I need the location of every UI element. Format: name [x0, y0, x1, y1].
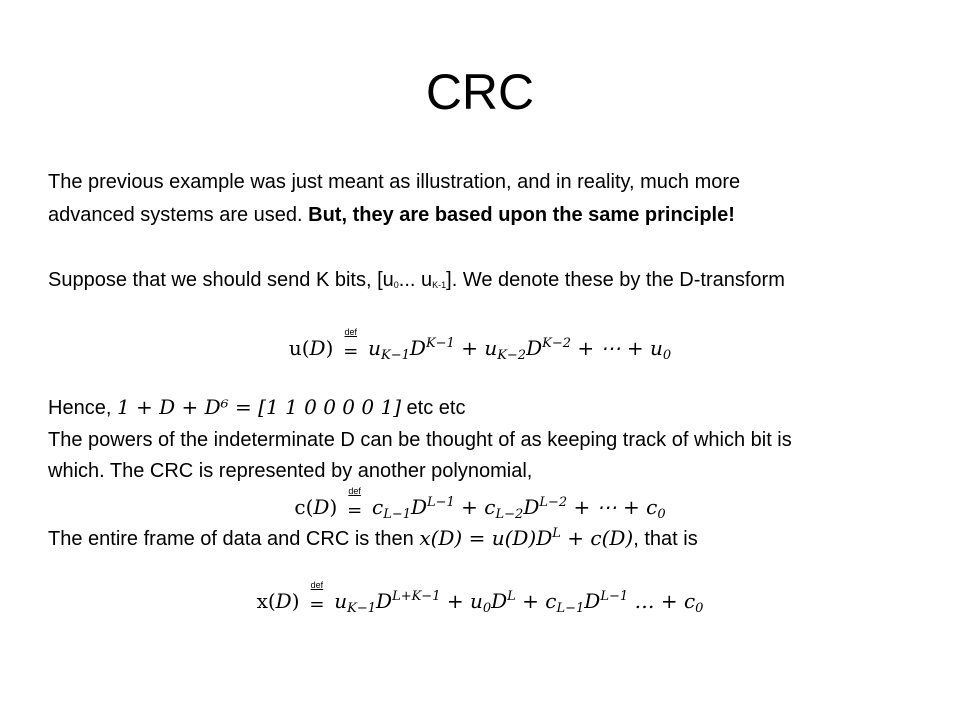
hence-suffix: etc etc	[401, 397, 466, 419]
paragraph-3-line-1: The powers of the indeterminate D can be thought of as keeping track of which bit is	[48, 429, 792, 451]
paragraph-2-sub-k: K-1	[432, 280, 447, 290]
equation-x-rhs: $u_{K-1}D^{L+K-1} + u_0D^L + c_{L-1}D^{L-1}$ … + $c_0$	[334, 589, 704, 616]
paragraph-2-prefix: Suppose that we should send K bits, [u	[48, 269, 394, 291]
equation-u	[0, 327, 960, 369]
frame-line-math: $x(D) = u(D)D^L + c(D)$	[419, 526, 634, 550]
hence-math: 1 + D + D⁶ = [1 1 0 0 0 0 1]	[116, 395, 401, 419]
paragraph-2-suffix: ]. We denote these by the D-transform	[446, 269, 785, 291]
frame-line-suffix: , that is	[633, 528, 698, 550]
frame-line-prefix: The entire frame of data and CRC is then	[48, 528, 420, 550]
equation-u-rhs: $u_{K-1}D^{K-1} + u_{K-2}D^{K-2}$ + ⋯ + $u_0$	[368, 336, 672, 363]
paragraph-1-line-1: The previous example was just meant as illustration, and in reality, much more	[48, 171, 741, 193]
equation-x-def-sign: def =	[309, 580, 325, 615]
hence-line	[48, 395, 465, 420]
equation-c-rhs: $c_{L-1}D^{L-1} + c_{L-2}D^{L-2}$ + ⋯ + $c_0$	[371, 495, 666, 522]
equation-u-def-sign: def =	[343, 327, 359, 362]
paragraph-2-sub-0: 0	[393, 280, 399, 290]
equation-c-lhs: c(D)	[294, 495, 338, 519]
paragraph-1-line-2-bold: But, they are based upon the same principle!	[308, 204, 735, 226]
paragraph-1-line-2	[48, 203, 735, 227]
equation-x-lhs: x(D)	[256, 589, 300, 613]
equation-u-lhs: u(D)	[288, 336, 334, 360]
equation-x	[0, 580, 960, 622]
hence-prefix: Hence,	[48, 397, 117, 419]
paragraph-3-line-2: which. The CRC is represented by another polynomial,	[48, 460, 533, 482]
paragraph-2	[48, 268, 785, 297]
frame-line	[48, 522, 698, 551]
paragraph-2-mid: ... u	[398, 269, 433, 291]
paragraph-1-line-2-normal: advanced systems are used.	[48, 204, 309, 226]
slide-title: CRC	[425, 64, 535, 120]
equation-c-def-sign: def =	[347, 486, 363, 521]
